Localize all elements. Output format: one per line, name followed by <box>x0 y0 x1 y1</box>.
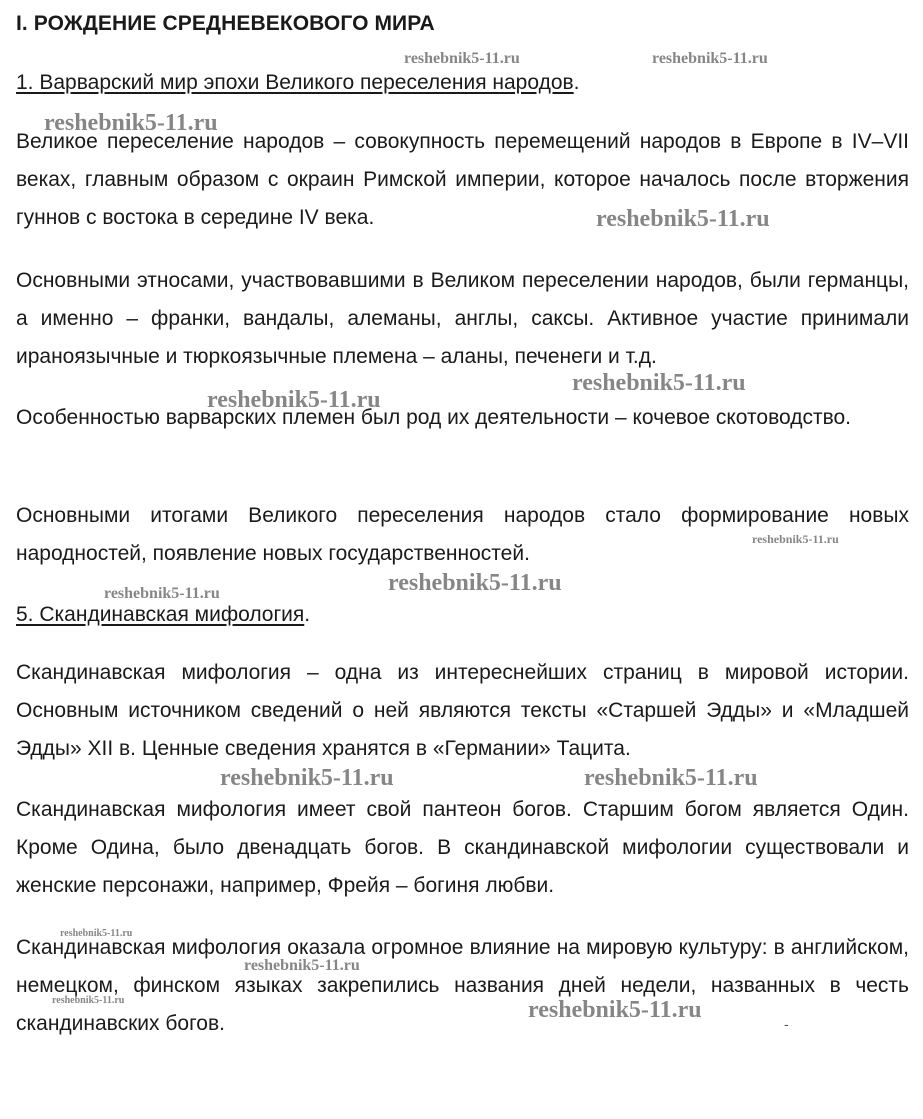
watermark: reshebnik5-11.ru <box>52 995 125 1006</box>
section-heading-5-suffix: . <box>304 603 311 626</box>
watermark: reshebnik5-11.ru <box>220 765 394 791</box>
watermark: reshebnik5-11.ru <box>752 532 839 546</box>
section-heading-5 <box>16 603 310 627</box>
watermark: reshebnik5-11.ru <box>104 585 220 602</box>
document-title: I. РОЖДЕНИЕ СРЕДНЕВЕКОВОГО МИРА <box>16 12 435 35</box>
watermark: reshebnik5-11.ru <box>207 387 381 413</box>
watermark: reshebnik5-11.ru <box>652 50 768 67</box>
paragraph-5: Скандинавская мифология – одна из интереснейших страниц в мировой истории. Основным источником сведений о ней являются тексты «Старшей Эдды» и «Младшей Эдды» XII в. Ценные сведения хранятся в «Германии» Тацита. <box>16 661 909 760</box>
paragraph-6: Скандинавская мифология имеет свой пантеон богов. Старшим богом является Один. Кроме Одина, было двенадцать богов. В скандинавской мифологии существовали и женские персонажи, например, Фрейя – богиня любви. <box>16 798 909 897</box>
paragraph-2: Основными этносами, участвовавшими в Великом переселении народов, были германцы, а именно – франки, вандалы, алеманы, англы, саксы. Активное участие принимали ираноязычные и тюркоязычные племена – аланы, печенеги и т.д. <box>16 269 909 368</box>
watermark: reshebnik5-11.ru <box>572 370 746 396</box>
section-heading-1-suffix: . <box>573 71 580 94</box>
watermark: reshebnik5-11.ru <box>244 957 360 974</box>
paragraph-7: Скандинавская мифология оказала огромное влияние на мировую культуру: в английском, немецком, финском языках закрепились названия дней недели, названных в честь скандинавских богов. <box>16 936 909 1035</box>
watermark: reshebnik5-11.ru <box>596 206 770 232</box>
watermark: reshebnik5-11.ru <box>44 110 218 136</box>
paragraph-4: Основными итогами Великого переселения народов стало формирование новых народностей, появление новых государственностей. <box>16 504 909 565</box>
section-heading-1-text: 1. Варварский мир эпохи Великого переселения народов <box>16 71 574 94</box>
paragraph-3: Особенностью варварских племен был род их деятельности – кочевое скотоводство. <box>16 406 852 429</box>
watermark: reshebnik5-11.ru <box>404 50 520 67</box>
stray-mark: - <box>784 1016 789 1032</box>
watermark: reshebnik5-11.ru <box>584 765 758 791</box>
paragraph-1: Великое переселение народов – совокупность перемещений народов в Европе в IV–VII веках, главным образом с окраин Римской империи, которое началось после вторжения гуннов с востока в середине IV века. <box>16 130 909 229</box>
watermark: reshebnik5-11.ru <box>388 570 562 596</box>
watermark: reshebnik5-11.ru <box>60 928 133 939</box>
watermark: reshebnik5-11.ru <box>528 997 702 1023</box>
section-heading-1 <box>16 71 580 95</box>
section-heading-5-text: 5. Скандинавская мифология <box>16 603 305 626</box>
